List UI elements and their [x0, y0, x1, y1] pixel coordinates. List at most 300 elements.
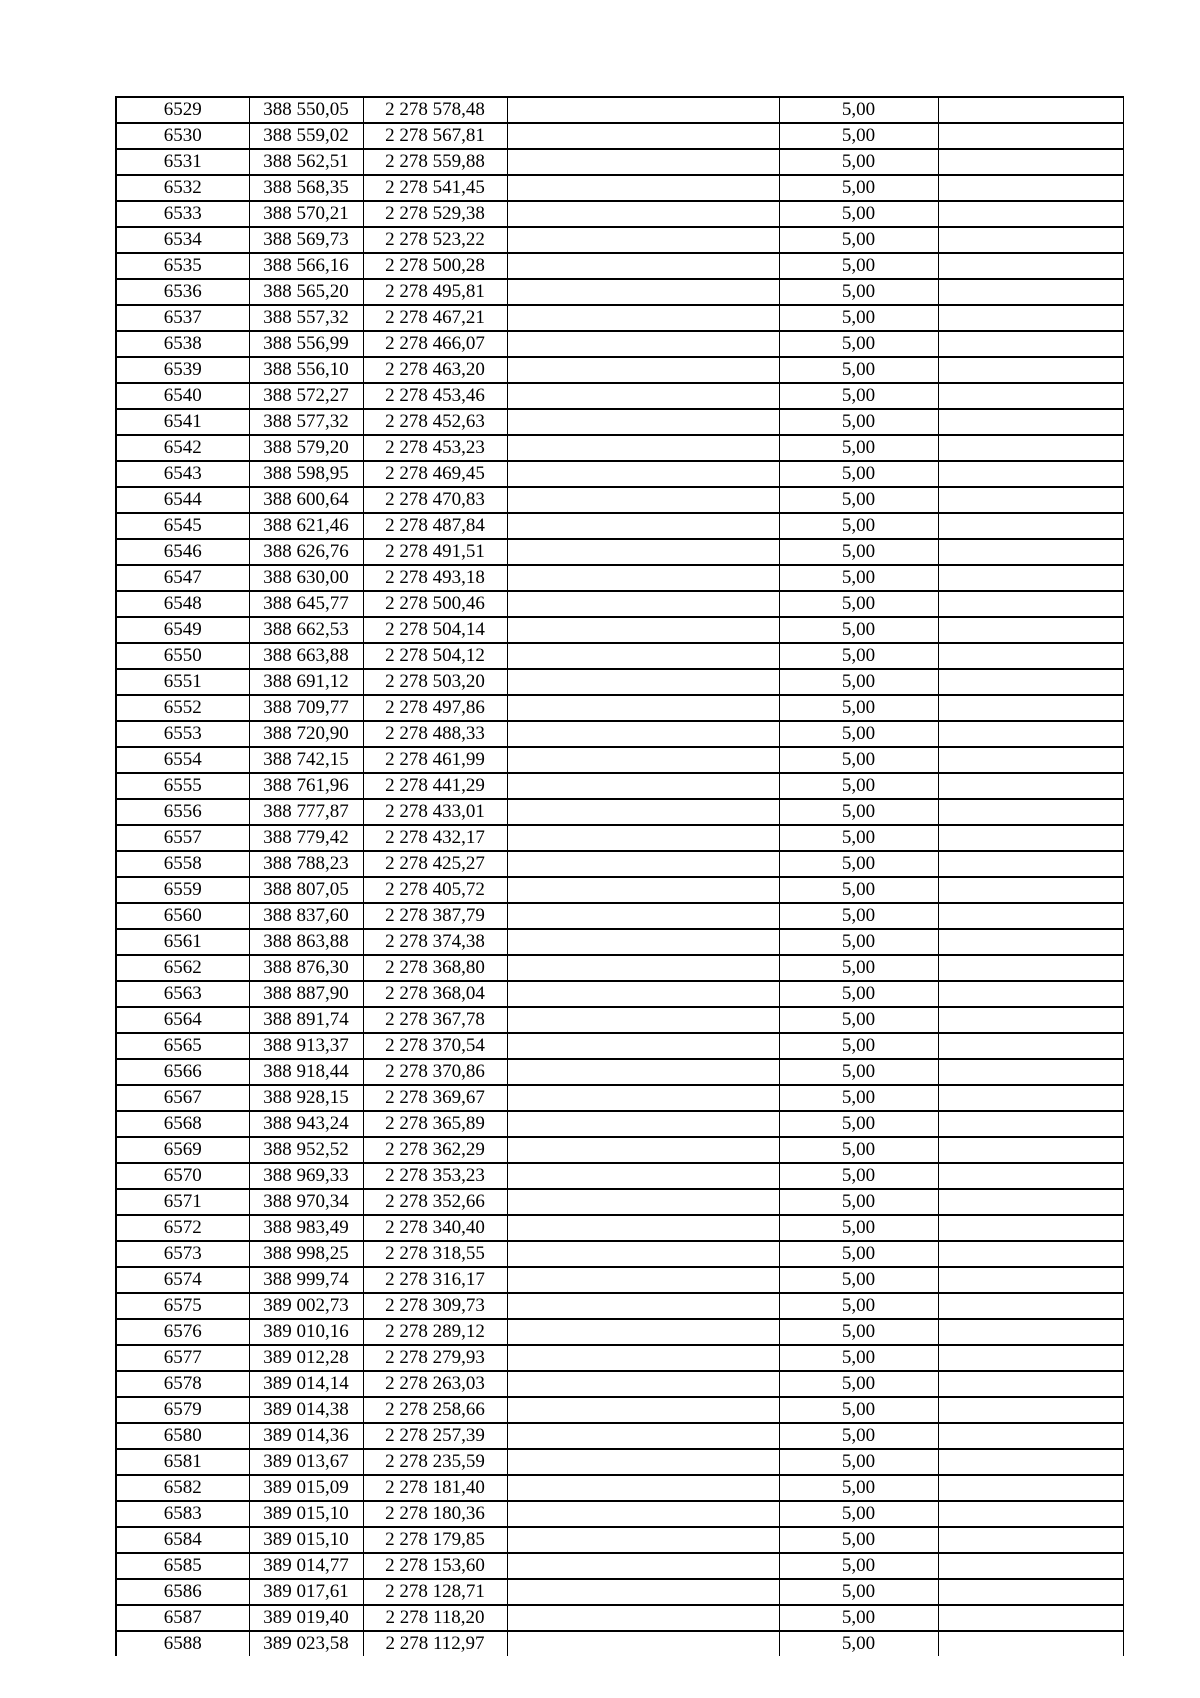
y-coordinate-cell: 2 278 180,36 [363, 1501, 507, 1527]
x-coordinate-cell: 389 013,67 [249, 1449, 363, 1475]
value-cell: 5,00 [779, 1215, 938, 1241]
empty-cell [507, 799, 779, 825]
value-cell: 5,00 [779, 1007, 938, 1033]
empty-cell [507, 591, 779, 617]
x-coordinate-cell: 388 918,44 [249, 1059, 363, 1085]
empty-cell [507, 825, 779, 851]
x-coordinate-cell: 389 015,10 [249, 1501, 363, 1527]
empty-cell [507, 331, 779, 357]
y-coordinate-cell: 2 278 318,55 [363, 1241, 507, 1267]
empty-cell [938, 1111, 1123, 1137]
table-row [116, 1189, 1123, 1215]
point-number-cell: 6560 [116, 903, 249, 929]
point-number-cell: 6567 [116, 1085, 249, 1111]
table-row [116, 175, 1123, 201]
empty-cell [507, 565, 779, 591]
empty-cell [938, 1267, 1123, 1293]
empty-cell [507, 1501, 779, 1527]
y-coordinate-cell: 2 278 469,45 [363, 461, 507, 487]
empty-cell [938, 1345, 1123, 1371]
point-number-cell: 6580 [116, 1423, 249, 1449]
point-number-cell: 6565 [116, 1033, 249, 1059]
value-cell: 5,00 [779, 435, 938, 461]
table-row [116, 539, 1123, 565]
y-coordinate-cell: 2 278 258,66 [363, 1397, 507, 1423]
table-row [116, 1527, 1123, 1553]
empty-cell [938, 1423, 1123, 1449]
x-coordinate-cell: 388 952,52 [249, 1137, 363, 1163]
y-coordinate-cell: 2 278 405,72 [363, 877, 507, 903]
empty-cell [507, 1189, 779, 1215]
point-number-cell: 6556 [116, 799, 249, 825]
point-number-cell: 6576 [116, 1319, 249, 1345]
y-coordinate-cell: 2 278 453,23 [363, 435, 507, 461]
x-coordinate-cell: 388 943,24 [249, 1111, 363, 1137]
value-cell: 5,00 [779, 825, 938, 851]
table-row [116, 1241, 1123, 1267]
value-cell: 5,00 [779, 1085, 938, 1111]
table-row [116, 1423, 1123, 1449]
x-coordinate-cell: 388 565,20 [249, 279, 363, 305]
empty-cell [938, 175, 1123, 201]
point-number-cell: 6544 [116, 487, 249, 513]
x-coordinate-cell: 388 626,76 [249, 539, 363, 565]
table-row [116, 201, 1123, 227]
point-number-cell: 6540 [116, 383, 249, 409]
empty-cell [507, 1033, 779, 1059]
empty-cell [507, 149, 779, 175]
value-cell: 5,00 [779, 383, 938, 409]
empty-cell [507, 1293, 779, 1319]
point-number-cell: 6587 [116, 1605, 249, 1631]
x-coordinate-cell: 388 577,32 [249, 409, 363, 435]
y-coordinate-cell: 2 278 503,20 [363, 669, 507, 695]
empty-cell [507, 773, 779, 799]
point-number-cell: 6541 [116, 409, 249, 435]
point-number-cell: 6553 [116, 721, 249, 747]
y-coordinate-cell: 2 278 453,46 [363, 383, 507, 409]
empty-cell [938, 1449, 1123, 1475]
point-number-cell: 6564 [116, 1007, 249, 1033]
empty-cell [938, 1241, 1123, 1267]
x-coordinate-cell: 388 556,99 [249, 331, 363, 357]
y-coordinate-cell: 2 278 316,17 [363, 1267, 507, 1293]
table-row [116, 1605, 1123, 1631]
value-cell: 5,00 [779, 1189, 938, 1215]
x-coordinate-cell: 388 570,21 [249, 201, 363, 227]
y-coordinate-cell: 2 278 500,46 [363, 591, 507, 617]
x-coordinate-cell: 388 621,46 [249, 513, 363, 539]
empty-cell [507, 175, 779, 201]
empty-cell [938, 1319, 1123, 1345]
y-coordinate-cell: 2 278 497,86 [363, 695, 507, 721]
x-coordinate-cell: 388 645,77 [249, 591, 363, 617]
point-number-cell: 6545 [116, 513, 249, 539]
empty-cell [938, 1501, 1123, 1527]
empty-cell [938, 1293, 1123, 1319]
empty-cell [938, 227, 1123, 253]
value-cell: 5,00 [779, 1293, 938, 1319]
value-cell: 5,00 [779, 331, 938, 357]
value-cell: 5,00 [779, 357, 938, 383]
table-row [116, 1631, 1123, 1656]
x-coordinate-cell: 388 777,87 [249, 799, 363, 825]
point-number-cell: 6586 [116, 1579, 249, 1605]
empty-cell [938, 1605, 1123, 1631]
x-coordinate-cell: 388 969,33 [249, 1163, 363, 1189]
empty-cell [507, 1059, 779, 1085]
y-coordinate-cell: 2 278 179,85 [363, 1527, 507, 1553]
y-coordinate-cell: 2 278 368,80 [363, 955, 507, 981]
empty-cell [507, 1111, 779, 1137]
table-row [116, 149, 1123, 175]
value-cell: 5,00 [779, 149, 938, 175]
table-row [116, 1059, 1123, 1085]
x-coordinate-cell: 389 023,58 [249, 1631, 363, 1656]
x-coordinate-cell: 388 569,73 [249, 227, 363, 253]
y-coordinate-cell: 2 278 493,18 [363, 565, 507, 591]
empty-cell [938, 1397, 1123, 1423]
empty-cell [938, 1371, 1123, 1397]
point-number-cell: 6573 [116, 1241, 249, 1267]
empty-cell [938, 565, 1123, 591]
point-number-cell: 6566 [116, 1059, 249, 1085]
table-row [116, 1163, 1123, 1189]
y-coordinate-cell: 2 278 441,29 [363, 773, 507, 799]
empty-cell [938, 929, 1123, 955]
x-coordinate-cell: 389 012,28 [249, 1345, 363, 1371]
value-cell: 5,00 [779, 1579, 938, 1605]
table-row [116, 123, 1123, 149]
y-coordinate-cell: 2 278 309,73 [363, 1293, 507, 1319]
x-coordinate-cell: 388 663,88 [249, 643, 363, 669]
x-coordinate-cell: 388 837,60 [249, 903, 363, 929]
table-row [116, 695, 1123, 721]
empty-cell [507, 1605, 779, 1631]
empty-cell [507, 305, 779, 331]
point-number-cell: 6571 [116, 1189, 249, 1215]
table-row [116, 981, 1123, 1007]
x-coordinate-cell: 388 600,64 [249, 487, 363, 513]
empty-cell [938, 747, 1123, 773]
y-coordinate-cell: 2 278 567,81 [363, 123, 507, 149]
y-coordinate-cell: 2 278 500,28 [363, 253, 507, 279]
empty-cell [507, 1267, 779, 1293]
table-row [116, 1111, 1123, 1137]
value-cell: 5,00 [779, 591, 938, 617]
empty-cell [938, 1033, 1123, 1059]
point-number-cell: 6529 [116, 97, 249, 123]
value-cell: 5,00 [779, 1631, 938, 1656]
y-coordinate-cell: 2 278 467,21 [363, 305, 507, 331]
value-cell: 5,00 [779, 123, 938, 149]
point-number-cell: 6538 [116, 331, 249, 357]
value-cell: 5,00 [779, 773, 938, 799]
point-number-cell: 6578 [116, 1371, 249, 1397]
x-coordinate-cell: 388 970,34 [249, 1189, 363, 1215]
value-cell: 5,00 [779, 175, 938, 201]
x-coordinate-cell: 389 014,38 [249, 1397, 363, 1423]
value-cell: 5,00 [779, 227, 938, 253]
coordinates-table-body [116, 97, 1123, 1656]
point-number-cell: 6561 [116, 929, 249, 955]
empty-cell [507, 461, 779, 487]
value-cell: 5,00 [779, 695, 938, 721]
table-row [116, 1007, 1123, 1033]
x-coordinate-cell: 388 788,23 [249, 851, 363, 877]
empty-cell [507, 409, 779, 435]
empty-cell [938, 851, 1123, 877]
value-cell: 5,00 [779, 1059, 938, 1085]
empty-cell [507, 435, 779, 461]
point-number-cell: 6579 [116, 1397, 249, 1423]
y-coordinate-cell: 2 278 279,93 [363, 1345, 507, 1371]
point-number-cell: 6535 [116, 253, 249, 279]
point-number-cell: 6585 [116, 1553, 249, 1579]
empty-cell [507, 955, 779, 981]
table-row [116, 799, 1123, 825]
point-number-cell: 6584 [116, 1527, 249, 1553]
x-coordinate-cell: 388 876,30 [249, 955, 363, 981]
x-coordinate-cell: 388 983,49 [249, 1215, 363, 1241]
point-number-cell: 6563 [116, 981, 249, 1007]
value-cell: 5,00 [779, 1553, 938, 1579]
empty-cell [507, 1397, 779, 1423]
y-coordinate-cell: 2 278 433,01 [363, 799, 507, 825]
value-cell: 5,00 [779, 1371, 938, 1397]
x-coordinate-cell: 389 015,09 [249, 1475, 363, 1501]
value-cell: 5,00 [779, 1527, 938, 1553]
x-coordinate-cell: 388 630,00 [249, 565, 363, 591]
value-cell: 5,00 [779, 929, 938, 955]
y-coordinate-cell: 2 278 368,04 [363, 981, 507, 1007]
y-coordinate-cell: 2 278 504,14 [363, 617, 507, 643]
y-coordinate-cell: 2 278 491,51 [363, 539, 507, 565]
point-number-cell: 6548 [116, 591, 249, 617]
value-cell: 5,00 [779, 409, 938, 435]
value-cell: 5,00 [779, 565, 938, 591]
y-coordinate-cell: 2 278 353,23 [363, 1163, 507, 1189]
point-number-cell: 6583 [116, 1501, 249, 1527]
x-coordinate-cell: 389 015,10 [249, 1527, 363, 1553]
empty-cell [507, 201, 779, 227]
point-number-cell: 6532 [116, 175, 249, 201]
empty-cell [938, 903, 1123, 929]
empty-cell [507, 123, 779, 149]
value-cell: 5,00 [779, 721, 938, 747]
table-row [116, 747, 1123, 773]
empty-cell [938, 1631, 1123, 1656]
empty-cell [507, 1319, 779, 1345]
empty-cell [938, 279, 1123, 305]
table-row [116, 1137, 1123, 1163]
table-row [116, 1501, 1123, 1527]
y-coordinate-cell: 2 278 488,33 [363, 721, 507, 747]
table-row [116, 227, 1123, 253]
x-coordinate-cell: 388 709,77 [249, 695, 363, 721]
x-coordinate-cell: 388 562,51 [249, 149, 363, 175]
value-cell: 5,00 [779, 1319, 938, 1345]
table-row [116, 1319, 1123, 1345]
empty-cell [507, 1163, 779, 1189]
value-cell: 5,00 [779, 1475, 938, 1501]
table-row [116, 929, 1123, 955]
empty-cell [507, 227, 779, 253]
x-coordinate-cell: 388 557,32 [249, 305, 363, 331]
point-number-cell: 6570 [116, 1163, 249, 1189]
value-cell: 5,00 [779, 877, 938, 903]
x-coordinate-cell: 388 998,25 [249, 1241, 363, 1267]
value-cell: 5,00 [779, 1267, 938, 1293]
point-number-cell: 6536 [116, 279, 249, 305]
value-cell: 5,00 [779, 487, 938, 513]
table-row [116, 1553, 1123, 1579]
empty-cell [507, 617, 779, 643]
value-cell: 5,00 [779, 1397, 938, 1423]
value-cell: 5,00 [779, 1449, 938, 1475]
x-coordinate-cell: 389 014,14 [249, 1371, 363, 1397]
x-coordinate-cell: 388 742,15 [249, 747, 363, 773]
point-number-cell: 6557 [116, 825, 249, 851]
point-number-cell: 6543 [116, 461, 249, 487]
empty-cell [938, 97, 1123, 123]
point-number-cell: 6554 [116, 747, 249, 773]
empty-cell [938, 1475, 1123, 1501]
value-cell: 5,00 [779, 305, 938, 331]
y-coordinate-cell: 2 278 340,40 [363, 1215, 507, 1241]
empty-cell [507, 929, 779, 955]
point-number-cell: 6552 [116, 695, 249, 721]
value-cell: 5,00 [779, 539, 938, 565]
x-coordinate-cell: 388 720,90 [249, 721, 363, 747]
empty-cell [507, 877, 779, 903]
point-number-cell: 6533 [116, 201, 249, 227]
empty-cell [507, 1345, 779, 1371]
point-number-cell: 6549 [116, 617, 249, 643]
x-coordinate-cell: 388 550,05 [249, 97, 363, 123]
empty-cell [938, 773, 1123, 799]
empty-cell [507, 695, 779, 721]
table-row [116, 903, 1123, 929]
point-number-cell: 6575 [116, 1293, 249, 1319]
table-row [116, 955, 1123, 981]
point-number-cell: 6550 [116, 643, 249, 669]
empty-cell [938, 487, 1123, 513]
point-number-cell: 6534 [116, 227, 249, 253]
value-cell: 5,00 [779, 1241, 938, 1267]
y-coordinate-cell: 2 278 257,39 [363, 1423, 507, 1449]
empty-cell [938, 1059, 1123, 1085]
value-cell: 5,00 [779, 279, 938, 305]
value-cell: 5,00 [779, 747, 938, 773]
y-coordinate-cell: 2 278 365,89 [363, 1111, 507, 1137]
value-cell: 5,00 [779, 1605, 938, 1631]
value-cell: 5,00 [779, 799, 938, 825]
empty-cell [938, 201, 1123, 227]
value-cell: 5,00 [779, 903, 938, 929]
value-cell: 5,00 [779, 513, 938, 539]
y-coordinate-cell: 2 278 112,97 [363, 1631, 507, 1656]
y-coordinate-cell: 2 278 367,78 [363, 1007, 507, 1033]
empty-cell [938, 1163, 1123, 1189]
y-coordinate-cell: 2 278 463,20 [363, 357, 507, 383]
table-row [116, 97, 1123, 123]
empty-cell [507, 1085, 779, 1111]
y-coordinate-cell: 2 278 128,71 [363, 1579, 507, 1605]
value-cell: 5,00 [779, 1163, 938, 1189]
point-number-cell: 6568 [116, 1111, 249, 1137]
table-row [116, 383, 1123, 409]
x-coordinate-cell: 388 556,10 [249, 357, 363, 383]
y-coordinate-cell: 2 278 362,29 [363, 1137, 507, 1163]
empty-cell [938, 669, 1123, 695]
y-coordinate-cell: 2 278 263,03 [363, 1371, 507, 1397]
empty-cell [507, 97, 779, 123]
empty-cell [938, 721, 1123, 747]
table-row [116, 877, 1123, 903]
point-number-cell: 6555 [116, 773, 249, 799]
y-coordinate-cell: 2 278 541,45 [363, 175, 507, 201]
value-cell: 5,00 [779, 1345, 938, 1371]
y-coordinate-cell: 2 278 523,22 [363, 227, 507, 253]
value-cell: 5,00 [779, 1423, 938, 1449]
y-coordinate-cell: 2 278 387,79 [363, 903, 507, 929]
empty-cell [938, 123, 1123, 149]
empty-cell [938, 305, 1123, 331]
empty-cell [938, 955, 1123, 981]
x-coordinate-cell: 388 568,35 [249, 175, 363, 201]
table-row [116, 461, 1123, 487]
table-row [116, 1033, 1123, 1059]
table-row [116, 513, 1123, 539]
table-row [116, 1267, 1123, 1293]
empty-cell [507, 1007, 779, 1033]
empty-cell [507, 1553, 779, 1579]
x-coordinate-cell: 388 691,12 [249, 669, 363, 695]
point-number-cell: 6542 [116, 435, 249, 461]
table-row [116, 279, 1123, 305]
y-coordinate-cell: 2 278 370,86 [363, 1059, 507, 1085]
value-cell: 5,00 [779, 617, 938, 643]
empty-cell [507, 1631, 779, 1656]
empty-cell [938, 825, 1123, 851]
point-number-cell: 6547 [116, 565, 249, 591]
empty-cell [507, 669, 779, 695]
empty-cell [507, 279, 779, 305]
empty-cell [938, 981, 1123, 1007]
value-cell: 5,00 [779, 461, 938, 487]
table-row [116, 331, 1123, 357]
table-row [116, 669, 1123, 695]
point-number-cell: 6569 [116, 1137, 249, 1163]
x-coordinate-cell: 388 913,37 [249, 1033, 363, 1059]
y-coordinate-cell: 2 278 289,12 [363, 1319, 507, 1345]
x-coordinate-cell: 388 761,96 [249, 773, 363, 799]
y-coordinate-cell: 2 278 529,38 [363, 201, 507, 227]
y-coordinate-cell: 2 278 461,99 [363, 747, 507, 773]
y-coordinate-cell: 2 278 487,84 [363, 513, 507, 539]
value-cell: 5,00 [779, 1137, 938, 1163]
point-number-cell: 6588 [116, 1631, 249, 1656]
point-number-cell: 6531 [116, 149, 249, 175]
table-row [116, 1371, 1123, 1397]
empty-cell [507, 1579, 779, 1605]
x-coordinate-cell: 388 579,20 [249, 435, 363, 461]
table-row [116, 851, 1123, 877]
empty-cell [507, 357, 779, 383]
value-cell: 5,00 [779, 201, 938, 227]
point-number-cell: 6546 [116, 539, 249, 565]
